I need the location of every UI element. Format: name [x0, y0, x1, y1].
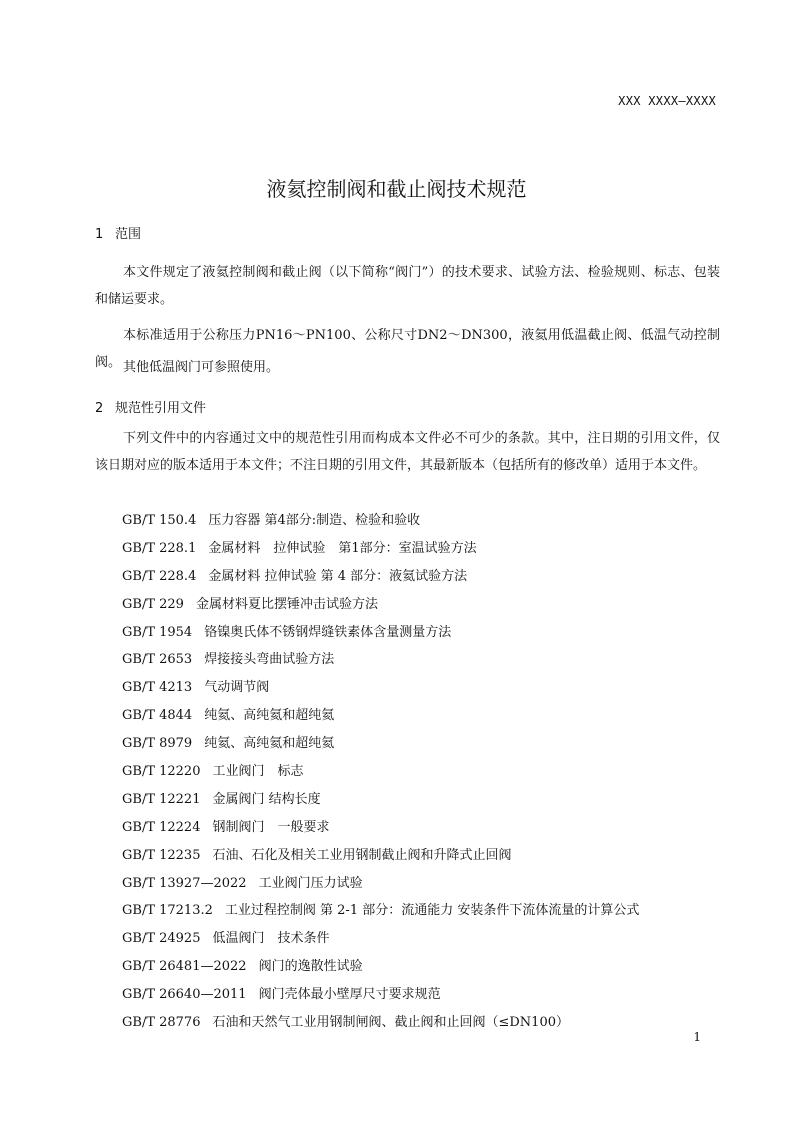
reference-title: 气动调节阀	[204, 680, 270, 696]
reference-title: 铬镍奥氏体不锈钢焊缝铁素体含量测量方法	[204, 624, 452, 640]
reference-item	[122, 646, 639, 674]
reference-item	[122, 981, 639, 1009]
reference-code: GB/T 2653	[122, 652, 193, 668]
reference-code: GB/T 12235	[122, 847, 201, 863]
reference-item	[122, 507, 639, 535]
reference-title: 阀门的逸散性试验	[258, 959, 363, 975]
scope-paragraph-3: 其他低温阀门可参照使用。	[123, 360, 280, 375]
reference-title: 金属材料 拉伸试验 第 4 部分：液氦试验方法	[208, 568, 468, 584]
reference-item	[122, 619, 639, 647]
reference-code: GB/T 17213.2	[122, 903, 213, 919]
reference-code: GB/T 12221	[122, 791, 201, 807]
reference-code: GB/T 26640—2011	[122, 987, 247, 1003]
reference-item	[122, 563, 639, 591]
reference-item	[122, 535, 639, 563]
reference-code: GB/T 12224	[122, 819, 201, 835]
reference-title: 工业过程控制阀 第 2-1 部分：流通能力 安装条件下流体流量的计算公式	[224, 903, 640, 919]
reference-title: 压力容器 第4部分:制造、检验和验收	[208, 513, 421, 528]
reference-title: 钢制阀门 一般要求	[212, 819, 330, 835]
section-2-heading	[95, 397, 206, 416]
reference-title: 金属材料 拉伸试验 第1部分：室温试验方法	[208, 540, 477, 556]
section-number: 2	[95, 401, 104, 416]
reference-item	[122, 870, 639, 898]
reference-code: GB/T 28776	[122, 1015, 201, 1031]
section-title: 范围	[115, 227, 142, 242]
reference-title: 金属阀门 结构长度	[212, 791, 321, 807]
reference-item	[122, 925, 639, 953]
reference-title: 焊接接头弯曲试验方法	[204, 652, 335, 668]
reference-code: GB/T 229	[122, 596, 184, 612]
reference-title: 纯氦、高纯氦和超纯氦	[204, 708, 335, 724]
reference-code: GB/T 12220	[122, 764, 201, 780]
scope-paragraph-1: 本文件规定了液氦控制阀和截止阀（以下简称“阀门”）的技术要求、试验方法、检验规则、标志、包装和储运要求。	[95, 265, 720, 307]
reference-title: 纯氦、高纯氦和超纯氦	[204, 736, 335, 752]
reference-title: 石油、石化及相关工业用钢制截止阀和升降式止回阀	[212, 847, 512, 863]
reference-code: GB/T 8979	[122, 736, 193, 752]
reference-title: 石油和天然气工业用钢制闸阀、截止阀和止回阀（≤DN100）	[212, 1015, 569, 1031]
reference-code: GB/T 228.4	[122, 568, 197, 584]
reference-item	[122, 591, 639, 619]
reference-code: GB/T 228.1	[122, 540, 197, 556]
reference-item	[122, 730, 639, 758]
reference-code: GB/T 26481—2022	[122, 959, 247, 975]
normative-reference-list	[122, 507, 639, 1037]
references-intro-paragraph: 下列文件中的内容通过文中的规范性引用而构成本文件必不可少的条款。其中，注日期的引用文件，仅该日期对应的版本适用于本文件；不注日期的引用文件，其最新版本（包括所有的修改单）适用于本文件。	[95, 431, 720, 473]
reference-item	[122, 953, 639, 981]
reference-item	[122, 786, 639, 814]
reference-code: GB/T 4213	[122, 680, 193, 696]
reference-code: GB/T 24925	[122, 931, 201, 947]
reference-title: 工业阀门 标志	[212, 764, 304, 780]
reference-code: GB/T 13927—2022	[122, 875, 247, 891]
reference-item	[122, 1009, 639, 1037]
reference-item	[122, 814, 639, 842]
reference-item	[122, 842, 639, 870]
reference-title: 工业阀门压力试验	[258, 875, 363, 891]
reference-code: GB/T 150.4	[122, 513, 197, 528]
page-number: 1	[693, 1030, 701, 1044]
reference-code: GB/T 4844	[122, 708, 193, 724]
reference-code: GB/T 1954	[122, 624, 193, 640]
reference-item	[122, 758, 639, 786]
document-title: 液氦控制阀和截止阀技术规范	[266, 177, 527, 202]
reference-title: 低温阀门 技术条件	[212, 931, 330, 947]
section-1-heading	[95, 223, 141, 242]
reference-title: 金属材料夏比摆锤冲击试验方法	[195, 596, 378, 612]
reference-item	[122, 897, 639, 925]
section-title: 规范性引用文件	[115, 401, 207, 416]
reference-item	[122, 674, 639, 702]
section-number: 1	[95, 227, 104, 242]
reference-title: 阀门壳体最小壁厚尺寸要求规范	[258, 987, 441, 1003]
reference-item	[122, 702, 639, 730]
scope-paragraph-2: 本标准适用于公称压力PN16～PN100、公称尺寸DN2～DN300，液氦用低温截止阀、低温气动控制阀。	[95, 328, 720, 370]
document-code: XXX XXXX—XXXX	[618, 94, 716, 108]
